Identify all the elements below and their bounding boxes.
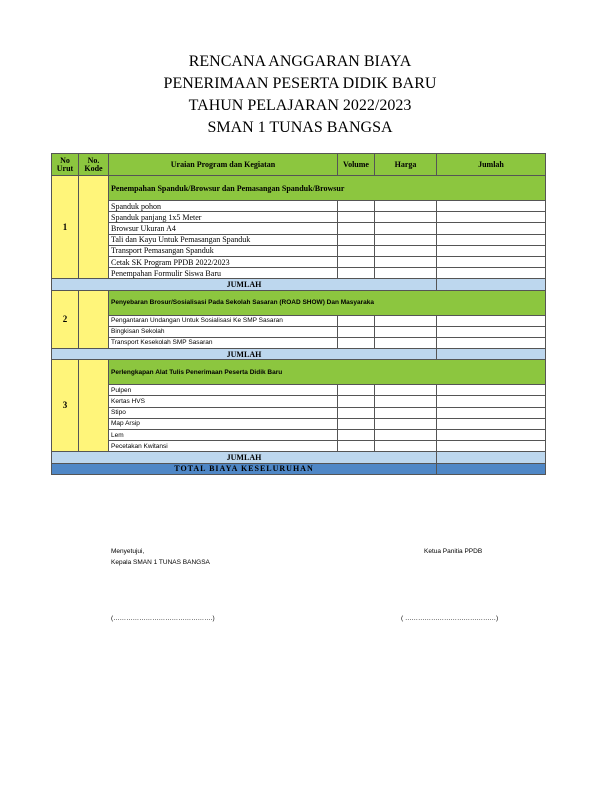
table-row [52,201,546,212]
approval-label: Menyetujui, [111,548,145,555]
budget-table [51,153,546,475]
item-harga [375,315,437,326]
section-category: Penempahan Spanduk/Browsur dan Pemasangan Spanduk/Browsur [109,176,546,201]
subtotal-value [437,279,546,290]
item-jumlah [437,326,546,337]
item-volume [338,245,375,256]
item-volume [338,385,375,396]
table-row [52,234,546,245]
table-row [52,315,546,326]
item-volume [338,407,375,418]
item-volume [338,201,375,212]
item-jumlah [437,441,546,452]
item-volume [338,441,375,452]
table-row [52,407,546,418]
header-volume: Volume [338,154,375,176]
item-volume [338,326,375,337]
table-row [52,418,546,429]
item-description: Tali dan Kayu Untuk Pemasangan Spanduk [109,234,338,245]
item-description: Cetak SK Program PPDB 2022/2023 [109,256,338,267]
table-row [52,212,546,223]
item-harga [375,212,437,223]
item-jumlah [437,245,546,256]
item-harga [375,407,437,418]
item-jumlah [437,385,546,396]
item-jumlah [437,430,546,441]
item-description: Spanduk panjang 1x5 Meter [109,212,338,223]
item-volume [338,268,375,279]
item-description: Bingkisan Sekolah [109,326,338,337]
header-no-kode: No. Kode [79,154,109,176]
item-description: Map Arsip [109,418,338,429]
item-jumlah [437,396,546,407]
item-volume [338,212,375,223]
item-description: Transport Kesekolah SMP Sasaran [109,337,338,348]
table-row [52,256,546,267]
subtotal-value [437,452,546,463]
item-jumlah [437,337,546,348]
item-volume [338,234,375,245]
header-harga: Harga [375,154,437,176]
subtotal-row [52,279,546,290]
table-row [52,326,546,337]
category-row [52,176,546,201]
header-uraian: Uraian Program dan Kegiatan [109,154,338,176]
document-title-line-1: RENCANA ANGGARAN BIAYA [188,53,412,70]
item-description: Pecetakan Kwitansi [109,441,338,452]
item-description: Kertas HVS [109,396,338,407]
header-no-urut: No Urut [52,154,79,176]
table-row [52,223,546,234]
grand-total-row [52,463,546,474]
item-harga [375,441,437,452]
item-volume [338,337,375,348]
section-category: Penyebaran Brosur/Sosialisasi Pada Sekolah Sasaran (ROAD SHOW) Dan Masyaraka [109,290,546,315]
item-jumlah [437,223,546,234]
category-row [52,360,546,385]
item-harga [375,268,437,279]
section-code [79,290,109,349]
table-body [52,176,546,475]
document-title-line-3: TAHUN PELAJARAN 2022/2023 [188,97,412,114]
item-description: Pengantaran Undangan Untuk Sosialisasi Ke SMP Sasaran [109,315,338,326]
item-harga [375,337,437,348]
principal-title: Kepala SMAN 1 TUNAS BANGSA [111,559,210,566]
item-jumlah [437,418,546,429]
subtotal-row [52,349,546,360]
item-harga [375,223,437,234]
header-jumlah: Jumlah [437,154,546,176]
item-volume [338,430,375,441]
subtotal-value [437,349,546,360]
item-description: Transport Pemasangan Spanduk [109,245,338,256]
section-code [79,360,109,452]
item-jumlah [437,212,546,223]
item-description: Spanduk pohon [109,201,338,212]
item-jumlah [437,268,546,279]
item-volume [338,418,375,429]
principal-signature-blank: (……………………………………….) [111,615,215,622]
subtotal-label: JUMLAH [52,279,437,290]
table-row [52,396,546,407]
table-row [52,385,546,396]
subtotal-label: JUMLAH [52,452,437,463]
item-description: Lem [109,430,338,441]
document-title-line-4: SMAN 1 TUNAS BANGSA [207,119,393,136]
section-number: 1 [52,176,79,279]
document-title-line-2: PENERIMAAN PESERTA DIDIK BARU [163,75,437,92]
category-row [52,290,546,315]
section-category: Perlengkapan Alat Tulis Penerimaan Peserta Didik Baru [109,360,546,385]
item-description: Stipo [109,407,338,418]
subtotal-row [52,452,546,463]
table-row [52,441,546,452]
item-description: Penempahan Formulir Siswa Baru [109,268,338,279]
committee-chair-title: Ketua Panitia PPDB [424,548,483,555]
table-row [52,337,546,348]
item-harga [375,245,437,256]
item-harga [375,201,437,212]
item-harga [375,396,437,407]
item-harga [375,385,437,396]
item-harga [375,234,437,245]
item-jumlah [437,234,546,245]
item-volume [338,256,375,267]
item-harga [375,430,437,441]
item-description: Browsur Ukuran A4 [109,223,338,234]
section-number: 2 [52,290,79,349]
item-jumlah [437,201,546,212]
item-harga [375,256,437,267]
grand-total-value [437,463,546,474]
table-row [52,430,546,441]
table-row [52,268,546,279]
item-jumlah [437,256,546,267]
grand-total-label: TOTAL BIAYA KESELURUHAN [52,463,437,474]
chair-signature-blank: ( ……………………………………) [401,615,499,622]
item-jumlah [437,407,546,418]
item-volume [338,315,375,326]
item-volume [338,396,375,407]
section-code [79,176,109,279]
item-harga [375,326,437,337]
table-header-row [52,154,546,176]
item-harga [375,418,437,429]
subtotal-label: JUMLAH [52,349,437,360]
item-jumlah [437,315,546,326]
table-row [52,245,546,256]
item-volume [338,223,375,234]
section-number: 3 [52,360,79,452]
item-description: Pulpen [109,385,338,396]
